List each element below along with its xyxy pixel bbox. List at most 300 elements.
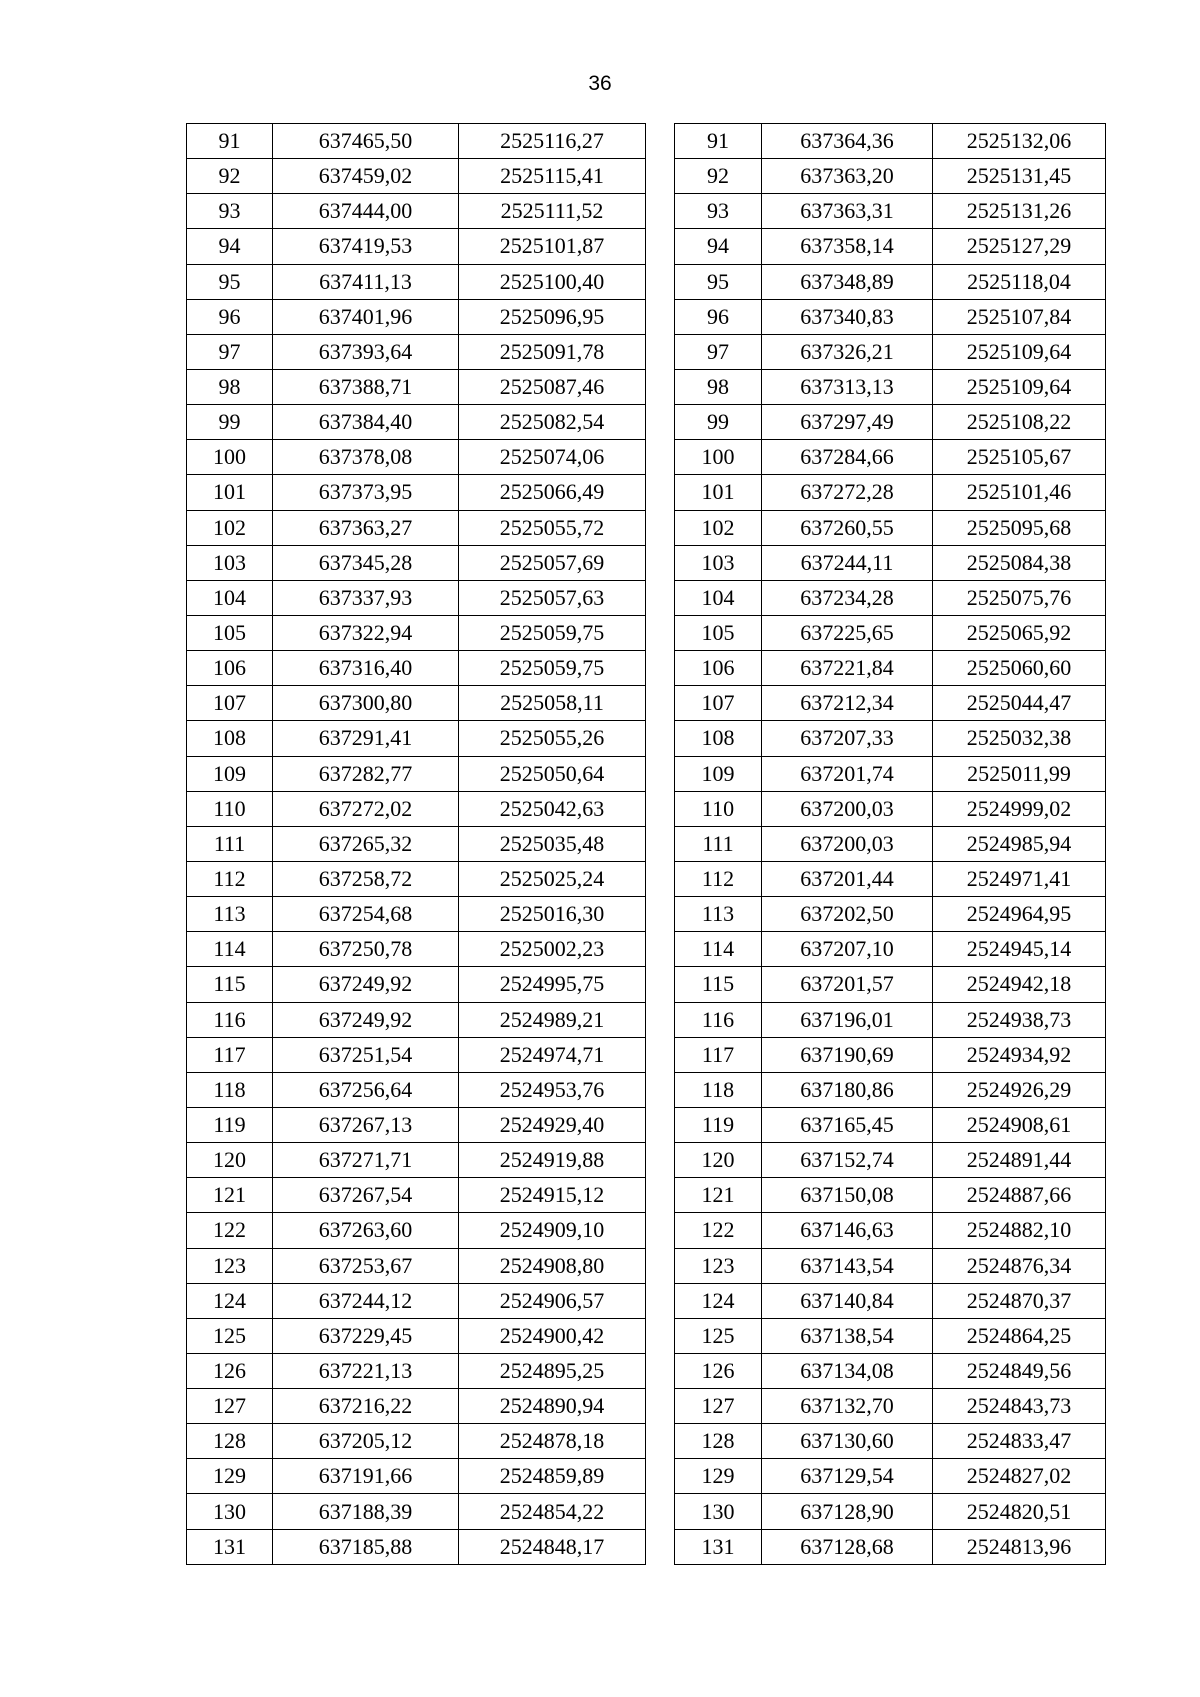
point-number-cell: 91 xyxy=(187,124,273,159)
y-coordinate-cell: 2524833,47 xyxy=(933,1424,1106,1459)
point-number-cell: 102 xyxy=(187,510,273,545)
point-number-cell: 100 xyxy=(187,440,273,475)
x-coordinate-cell: 637263,60 xyxy=(273,1213,459,1248)
table-row xyxy=(675,510,1106,545)
coordinates-table-left xyxy=(186,123,646,1565)
point-number-cell: 129 xyxy=(187,1459,273,1494)
table-row xyxy=(187,334,646,369)
y-coordinate-cell: 2524999,02 xyxy=(933,791,1106,826)
point-number-cell: 112 xyxy=(675,861,762,896)
point-number-cell: 114 xyxy=(675,932,762,967)
table-row xyxy=(187,1002,646,1037)
table-row xyxy=(675,1353,1106,1388)
x-coordinate-cell: 637129,54 xyxy=(762,1459,933,1494)
y-coordinate-cell: 2524953,76 xyxy=(459,1072,646,1107)
y-coordinate-cell: 2524891,44 xyxy=(933,1143,1106,1178)
table-row xyxy=(675,194,1106,229)
table-row xyxy=(675,1213,1106,1248)
table-row xyxy=(187,1107,646,1142)
x-coordinate-cell: 637244,11 xyxy=(762,545,933,580)
point-number-cell: 124 xyxy=(187,1283,273,1318)
x-coordinate-cell: 637265,32 xyxy=(273,826,459,861)
point-number-cell: 126 xyxy=(187,1353,273,1388)
y-coordinate-cell: 2525111,52 xyxy=(459,194,646,229)
point-number-cell: 93 xyxy=(675,194,762,229)
point-number-cell: 126 xyxy=(675,1353,762,1388)
y-coordinate-cell: 2525066,49 xyxy=(459,475,646,510)
y-coordinate-cell: 2524813,96 xyxy=(933,1529,1106,1564)
y-coordinate-cell: 2525011,99 xyxy=(933,756,1106,791)
x-coordinate-cell: 637229,45 xyxy=(273,1318,459,1353)
x-coordinate-cell: 637291,41 xyxy=(273,721,459,756)
y-coordinate-cell: 2524906,57 xyxy=(459,1283,646,1318)
table-row xyxy=(675,545,1106,580)
table-row xyxy=(675,229,1106,264)
y-coordinate-cell: 2525032,38 xyxy=(933,721,1106,756)
y-coordinate-cell: 2524985,94 xyxy=(933,826,1106,861)
x-coordinate-cell: 637128,68 xyxy=(762,1529,933,1564)
y-coordinate-cell: 2525131,26 xyxy=(933,194,1106,229)
y-coordinate-cell: 2525059,75 xyxy=(459,651,646,686)
point-number-cell: 131 xyxy=(675,1529,762,1564)
y-coordinate-cell: 2524974,71 xyxy=(459,1037,646,1072)
y-coordinate-cell: 2525105,67 xyxy=(933,440,1106,475)
y-coordinate-cell: 2525074,06 xyxy=(459,440,646,475)
x-coordinate-cell: 637249,92 xyxy=(273,1002,459,1037)
point-number-cell: 128 xyxy=(675,1424,762,1459)
table-row xyxy=(675,1072,1106,1107)
table-row xyxy=(187,1143,646,1178)
y-coordinate-cell: 2525035,48 xyxy=(459,826,646,861)
point-number-cell: 97 xyxy=(187,334,273,369)
x-coordinate-cell: 637358,14 xyxy=(762,229,933,264)
y-coordinate-cell: 2525116,27 xyxy=(459,124,646,159)
coordinates-table-body xyxy=(187,124,646,1565)
point-number-cell: 114 xyxy=(187,932,273,967)
table-row xyxy=(187,159,646,194)
table-row xyxy=(187,1494,646,1529)
table-row xyxy=(187,1353,646,1388)
y-coordinate-cell: 2525057,63 xyxy=(459,580,646,615)
y-coordinate-cell: 2524820,51 xyxy=(933,1494,1106,1529)
table-row xyxy=(675,932,1106,967)
table-row xyxy=(187,1283,646,1318)
x-coordinate-cell: 637196,01 xyxy=(762,1002,933,1037)
x-coordinate-cell: 637251,54 xyxy=(273,1037,459,1072)
table-row xyxy=(187,686,646,721)
point-number-cell: 118 xyxy=(187,1072,273,1107)
y-coordinate-cell: 2525060,60 xyxy=(933,651,1106,686)
x-coordinate-cell: 637207,10 xyxy=(762,932,933,967)
table-row xyxy=(675,1318,1106,1353)
point-number-cell: 104 xyxy=(187,580,273,615)
table-row xyxy=(187,756,646,791)
point-number-cell: 106 xyxy=(675,651,762,686)
point-number-cell: 122 xyxy=(675,1213,762,1248)
x-coordinate-cell: 637337,93 xyxy=(273,580,459,615)
table-row xyxy=(187,1248,646,1283)
x-coordinate-cell: 637221,13 xyxy=(273,1353,459,1388)
table-row xyxy=(675,405,1106,440)
x-coordinate-cell: 637384,40 xyxy=(273,405,459,440)
x-coordinate-cell: 637282,77 xyxy=(273,756,459,791)
y-coordinate-cell: 2525109,64 xyxy=(933,369,1106,404)
x-coordinate-cell: 637326,21 xyxy=(762,334,933,369)
table-row xyxy=(187,475,646,510)
y-coordinate-cell: 2525109,64 xyxy=(933,334,1106,369)
point-number-cell: 107 xyxy=(675,686,762,721)
table-row xyxy=(675,686,1106,721)
point-number-cell: 130 xyxy=(187,1494,273,1529)
x-coordinate-cell: 637363,20 xyxy=(762,159,933,194)
table-row xyxy=(187,1389,646,1424)
y-coordinate-cell: 2525100,40 xyxy=(459,264,646,299)
y-coordinate-cell: 2524854,22 xyxy=(459,1494,646,1529)
point-number-cell: 105 xyxy=(187,615,273,650)
table-row xyxy=(675,264,1106,299)
x-coordinate-cell: 637272,02 xyxy=(273,791,459,826)
point-number-cell: 99 xyxy=(187,405,273,440)
y-coordinate-cell: 2524926,29 xyxy=(933,1072,1106,1107)
table-row xyxy=(187,1424,646,1459)
table-row xyxy=(187,791,646,826)
x-coordinate-cell: 637373,95 xyxy=(273,475,459,510)
point-number-cell: 123 xyxy=(675,1248,762,1283)
y-coordinate-cell: 2525065,92 xyxy=(933,615,1106,650)
x-coordinate-cell: 637202,50 xyxy=(762,897,933,932)
point-number-cell: 96 xyxy=(187,299,273,334)
table-row xyxy=(187,510,646,545)
x-coordinate-cell: 637201,74 xyxy=(762,756,933,791)
point-number-cell: 131 xyxy=(187,1529,273,1564)
y-coordinate-cell: 2525101,46 xyxy=(933,475,1106,510)
table-row xyxy=(675,791,1106,826)
y-coordinate-cell: 2524900,42 xyxy=(459,1318,646,1353)
point-number-cell: 111 xyxy=(675,826,762,861)
x-coordinate-cell: 637267,13 xyxy=(273,1107,459,1142)
y-coordinate-cell: 2524915,12 xyxy=(459,1178,646,1213)
x-coordinate-cell: 637188,39 xyxy=(273,1494,459,1529)
y-coordinate-cell: 2525050,64 xyxy=(459,756,646,791)
y-coordinate-cell: 2525101,87 xyxy=(459,229,646,264)
table-row xyxy=(187,580,646,615)
x-coordinate-cell: 637201,57 xyxy=(762,967,933,1002)
table-row xyxy=(675,967,1106,1002)
y-coordinate-cell: 2524843,73 xyxy=(933,1389,1106,1424)
y-coordinate-cell: 2524908,80 xyxy=(459,1248,646,1283)
point-number-cell: 94 xyxy=(675,229,762,264)
x-coordinate-cell: 637234,28 xyxy=(762,580,933,615)
y-coordinate-cell: 2525025,24 xyxy=(459,861,646,896)
table-row xyxy=(675,1424,1106,1459)
x-coordinate-cell: 637207,33 xyxy=(762,721,933,756)
x-coordinate-cell: 637419,53 xyxy=(273,229,459,264)
y-coordinate-cell: 2525042,63 xyxy=(459,791,646,826)
point-number-cell: 111 xyxy=(187,826,273,861)
y-coordinate-cell: 2524827,02 xyxy=(933,1459,1106,1494)
table-row xyxy=(187,264,646,299)
x-coordinate-cell: 637200,03 xyxy=(762,791,933,826)
table-row xyxy=(187,861,646,896)
x-coordinate-cell: 637190,69 xyxy=(762,1037,933,1072)
x-coordinate-cell: 637313,13 xyxy=(762,369,933,404)
y-coordinate-cell: 2524964,95 xyxy=(933,897,1106,932)
table-row xyxy=(675,369,1106,404)
x-coordinate-cell: 637388,71 xyxy=(273,369,459,404)
table-row xyxy=(187,1529,646,1564)
table-row xyxy=(675,1107,1106,1142)
x-coordinate-cell: 637378,08 xyxy=(273,440,459,475)
table-row xyxy=(675,1494,1106,1529)
x-coordinate-cell: 637225,65 xyxy=(762,615,933,650)
table-row xyxy=(675,721,1106,756)
x-coordinate-cell: 637250,78 xyxy=(273,932,459,967)
point-number-cell: 119 xyxy=(675,1107,762,1142)
point-number-cell: 120 xyxy=(675,1143,762,1178)
point-number-cell: 110 xyxy=(187,791,273,826)
point-number-cell: 122 xyxy=(187,1213,273,1248)
point-number-cell: 110 xyxy=(675,791,762,826)
x-coordinate-cell: 637221,84 xyxy=(762,651,933,686)
y-coordinate-cell: 2524895,25 xyxy=(459,1353,646,1388)
y-coordinate-cell: 2524876,34 xyxy=(933,1248,1106,1283)
point-number-cell: 116 xyxy=(187,1002,273,1037)
x-coordinate-cell: 637258,72 xyxy=(273,861,459,896)
y-coordinate-cell: 2525091,78 xyxy=(459,334,646,369)
table-row xyxy=(187,897,646,932)
table-row xyxy=(675,1248,1106,1283)
x-coordinate-cell: 637300,80 xyxy=(273,686,459,721)
y-coordinate-cell: 2525075,76 xyxy=(933,580,1106,615)
x-coordinate-cell: 637200,03 xyxy=(762,826,933,861)
y-coordinate-cell: 2524848,17 xyxy=(459,1529,646,1564)
y-coordinate-cell: 2525044,47 xyxy=(933,686,1106,721)
table-row xyxy=(187,721,646,756)
point-number-cell: 102 xyxy=(675,510,762,545)
y-coordinate-cell: 2524859,89 xyxy=(459,1459,646,1494)
table-row xyxy=(187,1178,646,1213)
point-number-cell: 113 xyxy=(187,897,273,932)
x-coordinate-cell: 637165,45 xyxy=(762,1107,933,1142)
table-row xyxy=(675,159,1106,194)
y-coordinate-cell: 2524849,56 xyxy=(933,1353,1106,1388)
point-number-cell: 117 xyxy=(675,1037,762,1072)
x-coordinate-cell: 637256,64 xyxy=(273,1072,459,1107)
y-coordinate-cell: 2525131,45 xyxy=(933,159,1106,194)
table-row xyxy=(187,651,646,686)
x-coordinate-cell: 637363,27 xyxy=(273,510,459,545)
y-coordinate-cell: 2525132,06 xyxy=(933,124,1106,159)
point-number-cell: 129 xyxy=(675,1459,762,1494)
x-coordinate-cell: 637205,12 xyxy=(273,1424,459,1459)
x-coordinate-cell: 637180,86 xyxy=(762,1072,933,1107)
x-coordinate-cell: 637244,12 xyxy=(273,1283,459,1318)
point-number-cell: 100 xyxy=(675,440,762,475)
x-coordinate-cell: 637465,50 xyxy=(273,124,459,159)
x-coordinate-cell: 637459,02 xyxy=(273,159,459,194)
point-number-cell: 103 xyxy=(187,545,273,580)
y-coordinate-cell: 2524870,37 xyxy=(933,1283,1106,1318)
point-number-cell: 125 xyxy=(675,1318,762,1353)
table-row xyxy=(675,1389,1106,1424)
point-number-cell: 115 xyxy=(675,967,762,1002)
point-number-cell: 95 xyxy=(187,264,273,299)
table-row xyxy=(675,1529,1106,1564)
y-coordinate-cell: 2525108,22 xyxy=(933,405,1106,440)
point-number-cell: 101 xyxy=(675,475,762,510)
table-row xyxy=(187,1213,646,1248)
point-number-cell: 124 xyxy=(675,1283,762,1318)
point-number-cell: 107 xyxy=(187,686,273,721)
y-coordinate-cell: 2525107,84 xyxy=(933,299,1106,334)
table-row xyxy=(187,440,646,475)
table-row xyxy=(187,1318,646,1353)
x-coordinate-cell: 637272,28 xyxy=(762,475,933,510)
y-coordinate-cell: 2525084,38 xyxy=(933,545,1106,580)
table-row xyxy=(675,124,1106,159)
y-coordinate-cell: 2524971,41 xyxy=(933,861,1106,896)
table-row xyxy=(187,1072,646,1107)
x-coordinate-cell: 637340,83 xyxy=(762,299,933,334)
point-number-cell: 123 xyxy=(187,1248,273,1283)
point-number-cell: 92 xyxy=(187,159,273,194)
table-row xyxy=(187,369,646,404)
x-coordinate-cell: 637345,28 xyxy=(273,545,459,580)
x-coordinate-cell: 637254,68 xyxy=(273,897,459,932)
y-coordinate-cell: 2525058,11 xyxy=(459,686,646,721)
point-number-cell: 128 xyxy=(187,1424,273,1459)
x-coordinate-cell: 637411,13 xyxy=(273,264,459,299)
y-coordinate-cell: 2525115,41 xyxy=(459,159,646,194)
point-number-cell: 120 xyxy=(187,1143,273,1178)
point-number-cell: 95 xyxy=(675,264,762,299)
x-coordinate-cell: 637212,34 xyxy=(762,686,933,721)
y-coordinate-cell: 2524882,10 xyxy=(933,1213,1106,1248)
x-coordinate-cell: 637284,66 xyxy=(762,440,933,475)
coordinates-table-right xyxy=(674,123,1106,1565)
y-coordinate-cell: 2525059,75 xyxy=(459,615,646,650)
y-coordinate-cell: 2524989,21 xyxy=(459,1002,646,1037)
table-row xyxy=(675,475,1106,510)
point-number-cell: 93 xyxy=(187,194,273,229)
table-row xyxy=(187,194,646,229)
y-coordinate-cell: 2525095,68 xyxy=(933,510,1106,545)
y-coordinate-cell: 2524942,18 xyxy=(933,967,1106,1002)
x-coordinate-cell: 637253,67 xyxy=(273,1248,459,1283)
y-coordinate-cell: 2525087,46 xyxy=(459,369,646,404)
x-coordinate-cell: 637150,08 xyxy=(762,1178,933,1213)
point-number-cell: 121 xyxy=(675,1178,762,1213)
y-coordinate-cell: 2524938,73 xyxy=(933,1002,1106,1037)
point-number-cell: 121 xyxy=(187,1178,273,1213)
table-row xyxy=(187,615,646,650)
x-coordinate-cell: 637444,00 xyxy=(273,194,459,229)
y-coordinate-cell: 2525096,95 xyxy=(459,299,646,334)
x-coordinate-cell: 637134,08 xyxy=(762,1353,933,1388)
point-number-cell: 106 xyxy=(187,651,273,686)
y-coordinate-cell: 2524909,10 xyxy=(459,1213,646,1248)
point-number-cell: 108 xyxy=(675,721,762,756)
y-coordinate-cell: 2525118,04 xyxy=(933,264,1106,299)
point-number-cell: 108 xyxy=(187,721,273,756)
point-number-cell: 101 xyxy=(187,475,273,510)
table-row xyxy=(675,651,1106,686)
point-number-cell: 119 xyxy=(187,1107,273,1142)
table-row xyxy=(187,405,646,440)
table-row xyxy=(675,1002,1106,1037)
point-number-cell: 113 xyxy=(675,897,762,932)
y-coordinate-cell: 2524934,92 xyxy=(933,1037,1106,1072)
y-coordinate-cell: 2524929,40 xyxy=(459,1107,646,1142)
point-number-cell: 92 xyxy=(675,159,762,194)
table-row xyxy=(675,615,1106,650)
table-row xyxy=(675,1283,1106,1318)
x-coordinate-cell: 637401,96 xyxy=(273,299,459,334)
x-coordinate-cell: 637191,66 xyxy=(273,1459,459,1494)
table-row xyxy=(675,826,1106,861)
point-number-cell: 94 xyxy=(187,229,273,264)
x-coordinate-cell: 637364,36 xyxy=(762,124,933,159)
table-row xyxy=(187,1459,646,1494)
point-number-cell: 104 xyxy=(675,580,762,615)
table-row xyxy=(675,299,1106,334)
table-row xyxy=(675,897,1106,932)
coordinates-table-body xyxy=(675,124,1106,1565)
x-coordinate-cell: 637322,94 xyxy=(273,615,459,650)
x-coordinate-cell: 637185,88 xyxy=(273,1529,459,1564)
table-row xyxy=(675,580,1106,615)
table-row xyxy=(675,1143,1106,1178)
x-coordinate-cell: 637146,63 xyxy=(762,1213,933,1248)
point-number-cell: 109 xyxy=(675,756,762,791)
table-row xyxy=(187,229,646,264)
table-row xyxy=(187,932,646,967)
point-number-cell: 96 xyxy=(675,299,762,334)
page-number: 36 xyxy=(588,72,612,95)
point-number-cell: 98 xyxy=(187,369,273,404)
x-coordinate-cell: 637128,90 xyxy=(762,1494,933,1529)
x-coordinate-cell: 637249,92 xyxy=(273,967,459,1002)
x-coordinate-cell: 637143,54 xyxy=(762,1248,933,1283)
y-coordinate-cell: 2524995,75 xyxy=(459,967,646,1002)
x-coordinate-cell: 637216,22 xyxy=(273,1389,459,1424)
point-number-cell: 109 xyxy=(187,756,273,791)
point-number-cell: 115 xyxy=(187,967,273,1002)
point-number-cell: 103 xyxy=(675,545,762,580)
y-coordinate-cell: 2525002,23 xyxy=(459,932,646,967)
x-coordinate-cell: 637132,70 xyxy=(762,1389,933,1424)
x-coordinate-cell: 637316,40 xyxy=(273,651,459,686)
x-coordinate-cell: 637297,49 xyxy=(762,405,933,440)
point-number-cell: 130 xyxy=(675,1494,762,1529)
table-row xyxy=(187,124,646,159)
point-number-cell: 99 xyxy=(675,405,762,440)
x-coordinate-cell: 637260,55 xyxy=(762,510,933,545)
x-coordinate-cell: 637393,64 xyxy=(273,334,459,369)
y-coordinate-cell: 2524890,94 xyxy=(459,1389,646,1424)
table-row xyxy=(187,299,646,334)
table-row xyxy=(675,334,1106,369)
x-coordinate-cell: 637348,89 xyxy=(762,264,933,299)
y-coordinate-cell: 2524864,25 xyxy=(933,1318,1106,1353)
x-coordinate-cell: 637140,84 xyxy=(762,1283,933,1318)
x-coordinate-cell: 637152,74 xyxy=(762,1143,933,1178)
y-coordinate-cell: 2525082,54 xyxy=(459,405,646,440)
y-coordinate-cell: 2525127,29 xyxy=(933,229,1106,264)
x-coordinate-cell: 637130,60 xyxy=(762,1424,933,1459)
point-number-cell: 117 xyxy=(187,1037,273,1072)
x-coordinate-cell: 637201,44 xyxy=(762,861,933,896)
